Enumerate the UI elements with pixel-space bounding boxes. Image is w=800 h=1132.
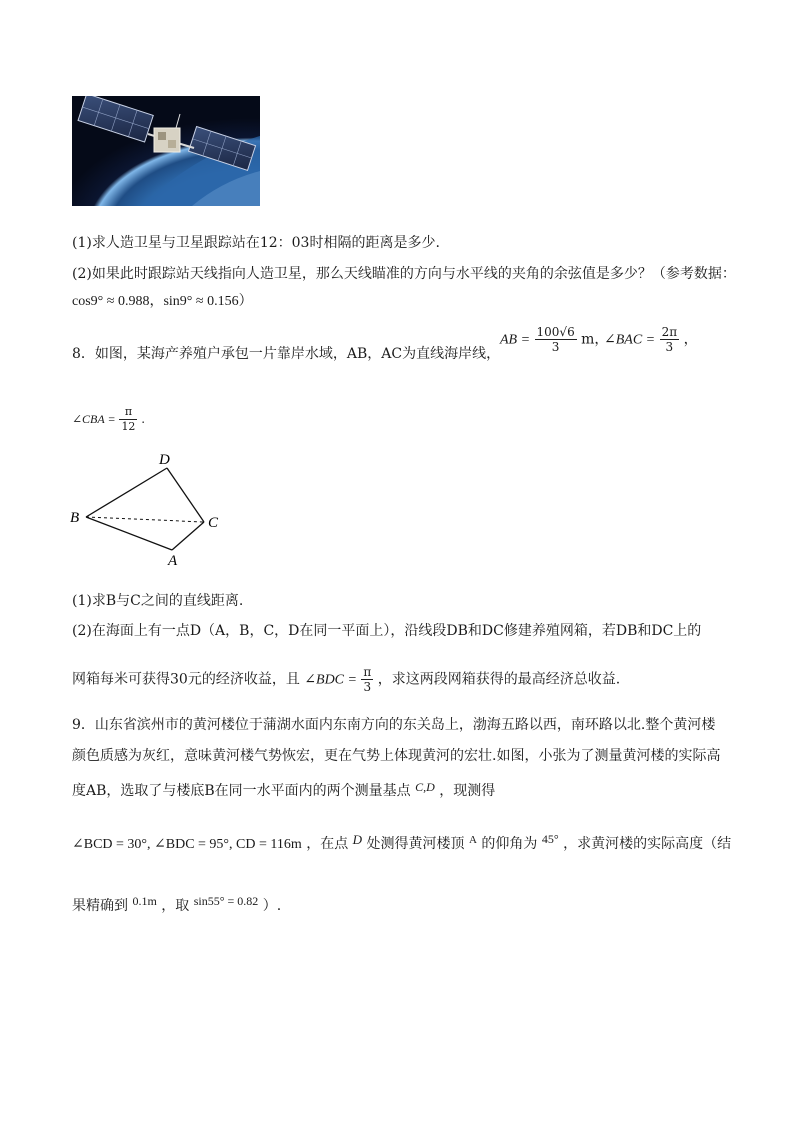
edge-ca (172, 522, 204, 550)
label-c: C (208, 515, 219, 531)
q9-line4 (72, 829, 731, 855)
q9-line5 (72, 891, 281, 916)
bac-lhs: ∠BAC = (604, 332, 656, 348)
bac-tail: ， (683, 331, 698, 348)
q8-intro: 8．如图，某海产养殖户承包一片靠岸水域，AB，AC为直线海岸线， (72, 346, 501, 362)
ab-lhs: AB = (500, 332, 531, 348)
q9-sin-value: sin55° = 0.82 (193, 894, 259, 908)
bdc-lhs: ∠BDC = (304, 672, 357, 688)
q8-part1: (1)求B与C之间的直线距离. (72, 593, 244, 609)
edge-bd (86, 468, 167, 517)
q9-point-a: A (468, 834, 477, 846)
label-b: B (70, 510, 80, 526)
label-d: D (159, 452, 170, 468)
q9-line3 (72, 777, 495, 801)
q9-line4-seg4: ，求黄河楼的实际高度（结 (563, 836, 732, 852)
bdc-denominator: 3 (363, 680, 372, 694)
q9-angle-data: ∠BCD = 30°, ∠BDC = 95°, CD = 116m (72, 837, 302, 852)
q8-part2-line2 (72, 665, 620, 694)
q9-line5-start: 果精确到 (72, 898, 128, 914)
q9-line3-start: 度AB，选取了与楼底B在同一水平面内的两个测量基点 (72, 783, 411, 799)
q9-line2: 颜色质感为灰红，意味黄河楼气势恢宏，更在气势上体现黄河的宏壮.如图，小张为了测量黄河楼的实际高 (72, 748, 721, 764)
cba-numerator: π (119, 405, 137, 420)
cba-tail: . (141, 412, 146, 426)
satellite-image (72, 96, 260, 206)
q7-part1: (1)求人造卫星与卫星跟踪站在12：03时相隔的距离是多少. (72, 235, 440, 251)
q9-line4-seg2: 处测得黄河楼顶 (366, 836, 465, 852)
edge-bc-dashed (86, 517, 204, 522)
q9-line5-mid: ，取 (161, 898, 190, 914)
cba-fraction (119, 405, 137, 434)
q7-part2-reference-data: cos9° ≈ 0.988，sin9° ≈ 0.156） (72, 294, 253, 309)
bdc-fraction (361, 665, 373, 694)
bac-denominator: 3 (665, 340, 674, 354)
q8-part2-line1: (2)在海面上有一点D（A，B，C，D在同一平面上），沿线段DB和DC修建养殖网箱，若DB和DC上的 (72, 623, 702, 639)
q9-point-d: D (352, 832, 363, 847)
q9-line4-seg3: 的仰角为 (481, 836, 538, 852)
ab-numerator: 100√6 (536, 325, 575, 339)
q9-line4-seg1: ，在点 (306, 836, 349, 852)
q8-part2-line2-end: ，求这两段网箱获得的最高经济总收益. (377, 671, 621, 688)
label-a: A (168, 553, 178, 569)
cba-lhs: ∠CBA = (72, 412, 116, 426)
cba-denominator: 12 (121, 420, 136, 433)
bdc-numerator: π (363, 665, 372, 679)
edge-dc (167, 468, 204, 522)
q9-precision: 0.1m (132, 894, 157, 908)
bac-numerator: 2π (661, 325, 678, 339)
q8-ab-formula (500, 325, 608, 354)
q8-part2-line2-start: 网箱每米可获得30元的经济收益，且 (72, 671, 300, 688)
ab-unit: m， (581, 331, 609, 348)
q7-part2-line1: (2)如果此时跟踪站天线指向人造卫星，那么天线瞄准的方向与水平线的夹角的余弦值是多少？（参考数据： (72, 266, 736, 282)
ab-fraction (535, 325, 577, 354)
q9-line5-end: ）. (262, 898, 282, 914)
q9-points-cd: C,D (415, 780, 435, 794)
q9-elevation-angle: 45° (541, 832, 559, 846)
ab-denominator: 3 (551, 340, 560, 354)
q8-bac-formula (604, 325, 698, 354)
edge-ab (86, 517, 172, 550)
quadrilateral-diagram (64, 450, 234, 570)
q9-line1: 9．山东省滨州市的黄河楼位于蒲湖水面内东南方向的东关岛上，渤海五路以西，南环路以北.整个黄河楼 (72, 717, 716, 733)
bac-fraction (660, 325, 680, 354)
q8-cba-formula (72, 405, 145, 434)
q9-line3-end: ，现测得 (439, 783, 496, 799)
